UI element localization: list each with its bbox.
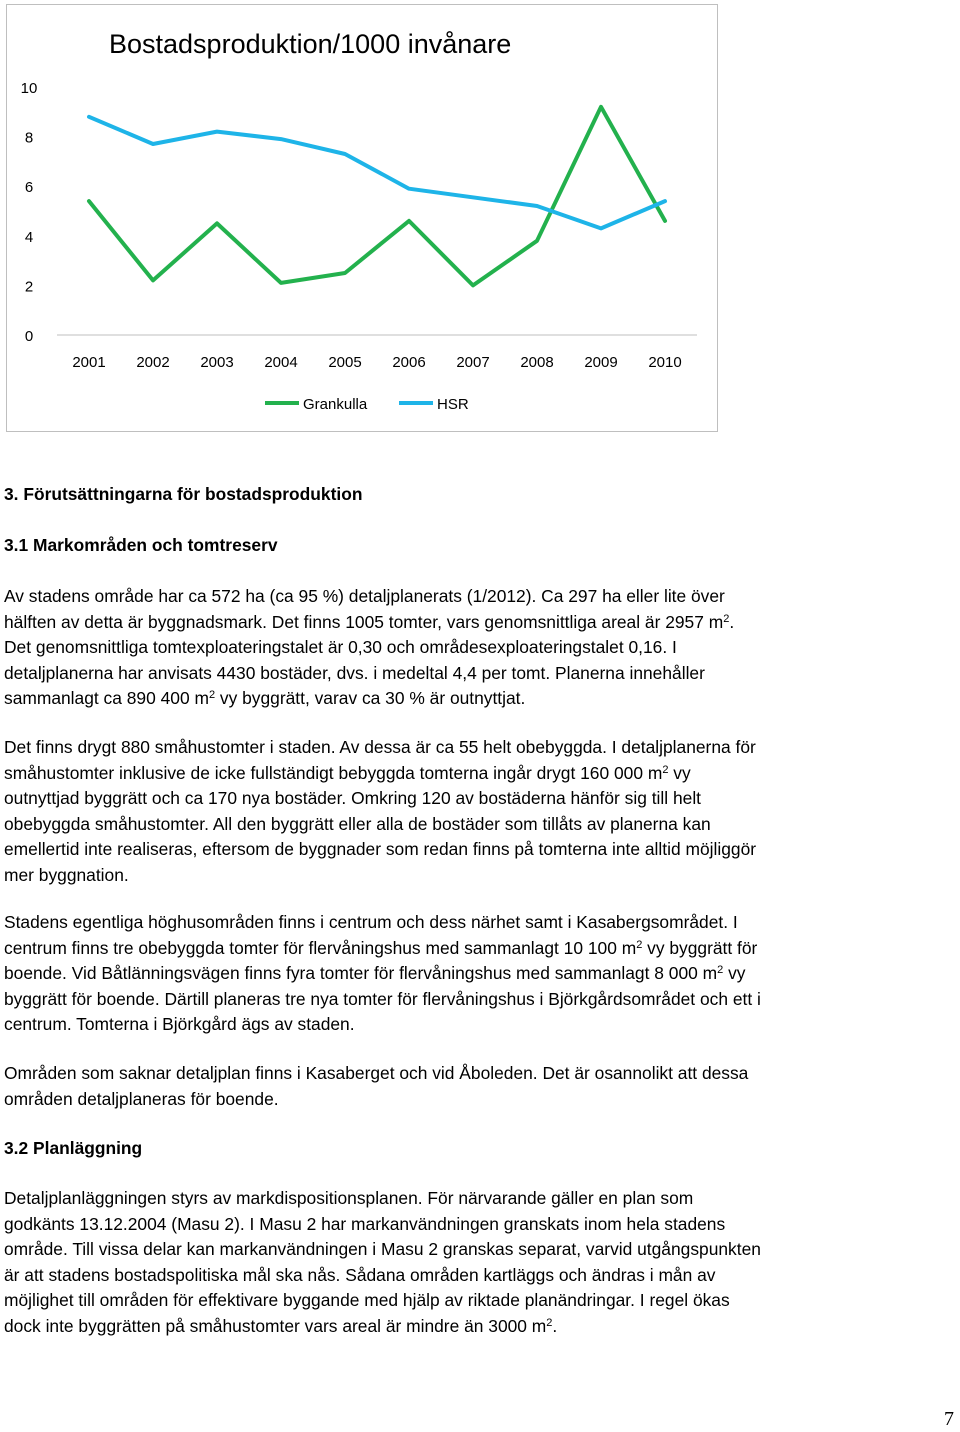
text-run: centrum finns tre obebyggda tomter för flervåningshus med sammanlagt 10 100 m [4, 937, 637, 958]
y-tick-label: 10 [20, 80, 38, 97]
text-run: är att stadens bostadspolitiska mål ska nås. Sådana områden kartläggs och ändras i mån av [4, 1264, 716, 1285]
text-run: byggrätt för boende. Därtill planeras tre nya tomter för flervåningshus i Björkgårdsområdet och ett i [4, 988, 761, 1009]
section-heading-3-1: 3.1 Markområden och tomtreserv [4, 535, 278, 555]
text-line [4, 761, 956, 787]
text-run: centrum. Tomterna i Björkgård ägs av staden. [4, 1014, 355, 1034]
y-tick-label: 0 [24, 328, 34, 345]
text-line [4, 1061, 956, 1087]
text-line [4, 1012, 956, 1038]
legend-label: Grankulla [303, 396, 368, 413]
text-run: vy [668, 762, 691, 783]
text-run: boende. Vid Båtlänningsvägen finns fyra tomter för flervåningshus med sammanlagt 8 000 m [4, 963, 718, 983]
text-line [4, 1263, 956, 1289]
text-line [4, 910, 956, 936]
y-tick-label: 8 [24, 129, 34, 147]
text-line [4, 1087, 956, 1113]
text-line [4, 686, 956, 712]
text-run: vy byggrätt, varav ca 30 % är outnyttjat. [215, 688, 526, 708]
text-run: sammanlagt ca 890 400 m [4, 688, 209, 708]
text-line [4, 1237, 956, 1263]
x-tick-label: 2004 [264, 354, 298, 371]
chart-frame [6, 4, 718, 432]
text-run: Områden som saknar detaljplan finns i Kasaberget och vid Åboleden. Det är osannolikt att dessa [4, 1063, 749, 1083]
superscript: 2 [662, 763, 669, 776]
x-tick-label: 2005 [328, 354, 362, 371]
paragraph-omraden-utan-detaljplan [4, 1061, 956, 1112]
text-run: detaljplanerna har anvisats 4430 bostäder, dvs. i medeltal 4,4 per tomt. Planerna innehåller [4, 662, 705, 683]
superscript: 2 [636, 938, 643, 951]
section-heading-3: 3. Förutsättningarna för bostadsproduktion [4, 484, 363, 504]
superscript: 2 [723, 612, 730, 625]
x-tick-label: 2009 [584, 354, 618, 371]
paragraph-hoghusomraden [4, 910, 956, 1038]
text-line [4, 1186, 956, 1212]
legend-label: HSR [437, 396, 469, 413]
text-run: obebyggda småhustomter. All den byggrätt eller alla de bostäder som tillåts av planerna kan [4, 813, 711, 834]
text-line [4, 1288, 956, 1314]
text-run: emellertid inte realiseras, eftersom de byggnader som redan finns på tomterna inte alltid möjliggör [4, 839, 757, 859]
paragraph-tomtreserv [4, 584, 956, 712]
text-line [4, 961, 956, 987]
paragraph-planlaggning [4, 1186, 956, 1339]
text-run: . [729, 611, 735, 632]
text-run: . [552, 1315, 558, 1336]
text-line [4, 610, 956, 636]
paragraph-smahustomter [4, 735, 956, 888]
text-run: dock inte byggrätten på småhustomter vars areal är mindre än 3000 m [4, 1315, 547, 1336]
y-tick-label: 2 [24, 278, 34, 296]
text-line [4, 735, 956, 761]
text-run: områden detaljplaneras för boende. [4, 1088, 279, 1109]
text-run: Stadens egentliga höghusområden finns i centrum och dess närhet samt i Kasabergsområdet. I [4, 912, 738, 932]
text-line [4, 863, 956, 889]
x-tick-label: 2008 [520, 354, 554, 371]
text-run: Det genomsnittliga tomtexploateringstalet är 0,30 och områdesexploateringstalet 0,16. I [4, 637, 677, 657]
series-line-hsr [89, 117, 665, 229]
text-line [4, 812, 956, 838]
chart-title: Bostadsproduktion/1000 invånare [109, 29, 512, 59]
text-line [4, 786, 956, 812]
section-heading-3-2: 3.2 Planläggning [4, 1138, 143, 1158]
text-run: möjlighet till områden för effektivare byggande med hjälp av riktade planändringar. I regel ökas [4, 1290, 730, 1310]
text-run: område. Till vissa delar kan markanvändningen i Masu 2 granskas separat, varvid utgångspunkten [4, 1239, 761, 1259]
text-line [4, 1314, 956, 1340]
x-tick-label: 2006 [392, 354, 426, 371]
text-line [4, 661, 956, 687]
line-chart [7, 5, 719, 433]
text-line [4, 635, 956, 661]
text-line [4, 1212, 956, 1238]
text-line [4, 584, 956, 610]
y-tick-label: 6 [24, 179, 34, 197]
text-line [4, 837, 956, 863]
x-tick-label: 2007 [456, 354, 490, 371]
text-run: Det finns drygt 880 småhustomter i staden. Av dessa är ca 55 helt obebyggda. I detaljplanerna för [4, 737, 756, 757]
superscript: 2 [208, 689, 216, 701]
superscript: 2 [546, 1316, 553, 1329]
text-run: outnyttjad byggrätt och ca 170 nya bostäder. Omkring 120 av bostäderna hänför sig till helt [4, 788, 702, 808]
text-run: mer byggnation. [4, 864, 129, 885]
x-tick-label: 2010 [648, 354, 682, 371]
text-line [4, 987, 956, 1013]
text-run: vy byggrätt för [642, 937, 758, 958]
text-run: godkänts 13.12.2004 (Masu 2). I Masu 2 har markanvändningen granskats inom hela stadens [4, 1213, 726, 1234]
text-run: Av stadens område har ca 572 ha (ca 95 %) detaljplanerats (1/2012). Ca 297 ha eller lite över [4, 586, 725, 606]
text-run: hälften av detta är byggnadsmark. Det finns 1005 tomter, vars genomsnittliga areal är 2957 m [4, 611, 724, 632]
x-tick-label: 2003 [200, 354, 234, 371]
x-tick-label: 2002 [136, 354, 170, 371]
text-run: småhustomter inklusive de icke fullständigt bebyggda tomterna ingår drygt 160 000 m [4, 762, 663, 783]
x-tick-label: 2001 [72, 354, 106, 371]
series-line-grankulla [89, 107, 665, 286]
text-run: vy [723, 963, 746, 983]
y-tick-label: 4 [24, 228, 34, 246]
text-line [4, 936, 956, 962]
superscript: 2 [717, 964, 724, 976]
text-run: Detaljplanläggningen styrs av markdispositionsplanen. För närvarande gäller en plan som [4, 1188, 694, 1208]
page-number: 7 [944, 1408, 954, 1430]
